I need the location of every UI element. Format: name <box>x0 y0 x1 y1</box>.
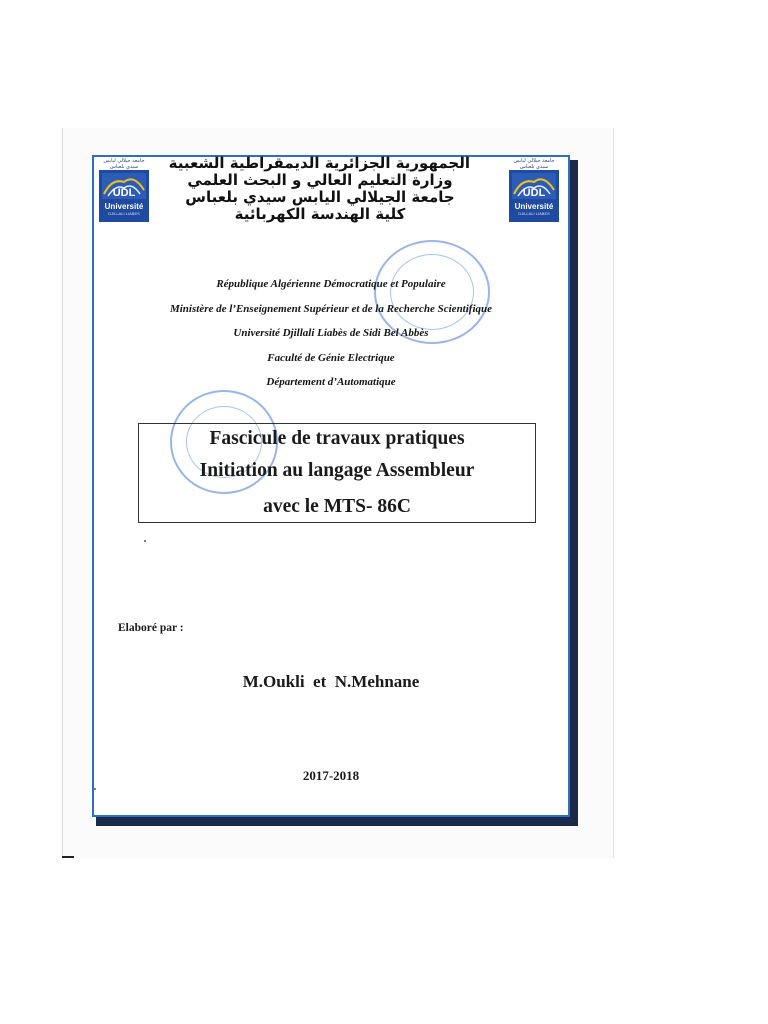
university-logo-left-icon <box>98 158 150 222</box>
scan-artifact <box>62 856 74 858</box>
logo-left-caption: جامعة جيلالي ليابس سيدي بلعباس <box>103 158 145 170</box>
title-line-3: avec le MTS- 86C <box>263 496 411 517</box>
institution-university: Université Djillali Liabès de Sidi Bel Abbès <box>233 327 429 339</box>
scan-speck <box>94 788 96 790</box>
institution-block <box>92 276 570 399</box>
university-logo-right-icon <box>508 158 560 222</box>
prepared-by-label: Elaboré par : <box>118 622 184 634</box>
institution-department: Département d’Automatique <box>266 376 396 388</box>
logo-right-caption: جامعة جيلالي ليابس سيدي بلعباس <box>513 158 555 170</box>
title-line-2: Initiation au langage Assembleur <box>199 460 475 481</box>
institution-republic: République Algérienne Démocratique et Populaire <box>216 278 446 290</box>
authors: M.Oukli et N.Mehnane <box>242 672 420 691</box>
institution-ministry: Ministère de l’Enseignement Supérieur et de la Recherche Scientifique <box>169 302 493 315</box>
institution-faculty: Faculté de Génie Electrique <box>267 351 395 364</box>
svg-text:UDL: UDL <box>522 187 546 199</box>
arabic-line-faculty: كلية الهندسة الكهربائية <box>234 205 406 223</box>
title-box <box>138 423 536 523</box>
logo-right-name: Université <box>514 202 554 211</box>
logo-left-sub: DJILLALI LIABES <box>108 211 140 216</box>
arabic-line-republic: الجمهورية الجزائرية الديمقراطية الشعبية <box>168 154 470 172</box>
logo-left-name: Université <box>104 202 144 211</box>
scan-speck <box>144 540 146 542</box>
arabic-header <box>170 155 470 223</box>
academic-year: 2017-2018 <box>302 768 360 783</box>
arabic-line-university: جامعة الجيلالي اليابس سيدي بلعباس <box>185 188 455 206</box>
arabic-line-ministry: وزارة التعليم العالي و البحث العلمي <box>187 171 453 189</box>
title-line-1: Fascicule de travaux pratiques <box>209 428 465 449</box>
svg-text:UDL: UDL <box>112 187 136 199</box>
logo-right-sub: DJILLALI LIABES <box>518 211 550 216</box>
